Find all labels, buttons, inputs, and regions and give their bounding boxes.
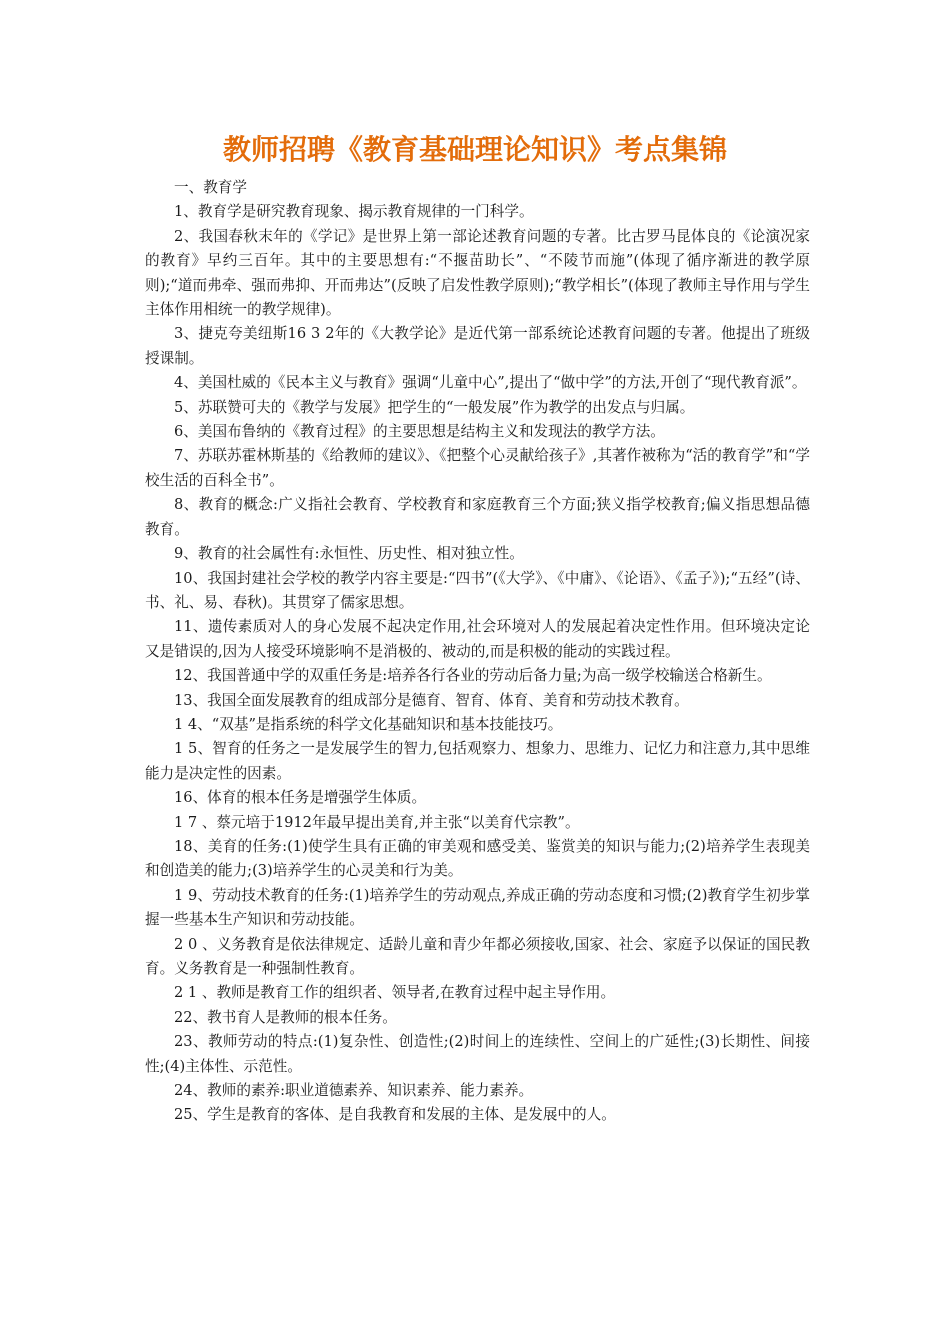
paragraph-16: 16、体育的根本任务是增强学生体质。 — [174, 789, 427, 807]
paragraph-24: 24、教师的素养:职业道德素养、知识素养、能力素养。 — [174, 1082, 534, 1100]
paragraph-15: 1 5、智育的任务之一是发展学生的智力,包括观察力、想象力、思维力、记忆力和注意力,其中思维能力是决定性的因素。 — [145, 740, 810, 782]
paragraph-7: 7、苏联苏霍林斯基的《给教师的建议》、《把整个心灵献给孩子》,其著作被称为“活的教育学”和“学校生活的百科全书”。 — [145, 447, 810, 489]
paragraph-14: 1 4、“双基”是指系统的科学文化基础知识和基本技能技巧。 — [174, 715, 563, 733]
paragraph-18: 18、美育的任务:(1)使学生具有正确的审美观和感受美、鉴赏美的知识与能力;(2)培养学生表现美和创造美的能力;(3)培养学生的心灵美和行为美。 — [145, 837, 810, 880]
paragraph-8: 8、教育的概念:广义指社会教育、学校教育和家庭教育三个方面;狭义指学校教育;偏义指思想品德教育。 — [145, 496, 810, 538]
paragraph-20: 2 0 、义务教育是依法律规定、适龄儿童和青少年都必须接收,国家、社会、家庭予以保证的国民教育。义务教育是一种强制性教育。 — [145, 935, 810, 977]
paragraph-21: 2 1 、教师是教育工作的组织者、领导者,在教育过程中起主导作用。 — [174, 984, 616, 1002]
paragraph-12: 12、我国普通中学的双重任务是:培养各行各业的劳动后备力量;为高一级学校输送合格新生。 — [174, 667, 772, 685]
paragraph-6: 6、美国布鲁纳的《教育过程》的主要思想是结构主义和发现法的教学方法。 — [174, 423, 665, 441]
paragraph-9: 9、教育的社会属性有:永恒性、历史性、相对独立性。 — [174, 545, 524, 563]
paragraph-3: 3、捷克夸美纽斯16 3 2年的《大教学论》是近代第一部系统论述教育问题的专著。他提出了班级授课制。 — [145, 325, 810, 367]
paragraph-4: 4、美国杜威的《民本主义与教育》强调“儿童中心”,提出了“做中学”的方法,开创了“现代教育派”。 — [174, 374, 807, 392]
paragraph-2: 2、我国春秋末年的《学记》是世界上第一部论述教育问题的专著。比古罗马昆体良的《论演况家的教育》早约三百年。其中的主要思想有:“不揠苗助长”、“不陵节而施”(体现了循序渐进的教学原则);“道而弗牵、强而弗抑、开而弗达”(反映了启发性教学原则);“教学相长”(体现了教师主导作用与学生主体作用相统一的教学规律)。 — [145, 227, 810, 319]
paragraph-11: 11、遗传素质对人的身心发展不起决定作用,社会环境对人的发展起着决定性作用。但环境决定论又是错误的,因为人接受环境影响不是消极的、被动的,而是积极的能动的实践过程。 — [145, 618, 810, 660]
paragraph-23: 23、教师劳动的特点:(1)复杂性、创造性;(2)时间上的连续性、空间上的广延性;(3)长期性、间接性;(4)主体性、示范性。 — [145, 1033, 810, 1075]
paragraph-22: 22、教书育人是教师的根本任务。 — [174, 1008, 397, 1026]
paragraph-13: 13、我国全面发展教育的组成部分是德育、智育、体育、美育和劳动技术教育。 — [174, 691, 689, 709]
paragraph-10: 10、我国封建社会学校的教学内容主要是:“四书”(《大学》、《中庸》、《论语》、《孟子》);“五经”(诗、书、礼、易、春秋)。其贯穿了儒家思想。 — [145, 569, 810, 611]
paragraph-17: 1 7 、蔡元培于1912年最早提出美育,并主张“以美育代宗教”。 — [174, 813, 580, 831]
paragraph-5: 5、苏联赞可夫的《教学与发展》把学生的“一般发展”作为教学的出发点与归属。 — [174, 398, 695, 416]
paragraph-1: 1、教育学是研究教育现象、揭示教育规律的一门科学。 — [174, 203, 534, 221]
section-heading: 一、教育学 — [174, 179, 247, 196]
document-title: 教师招聘《教育基础理论知识》考点集锦 — [222, 133, 727, 166]
paragraph-25: 25、学生是教育的客体、是自我教育和发展的主体、是发展中的人。 — [174, 1106, 616, 1124]
paragraph-19: 1 9、劳动技术教育的任务:(1)培养学生的劳动观点,养成正确的劳动态度和习惯;(2)教育学生初步掌握一些基本生产知识和劳动技能。 — [145, 886, 810, 929]
document-body — [145, 176, 810, 1128]
